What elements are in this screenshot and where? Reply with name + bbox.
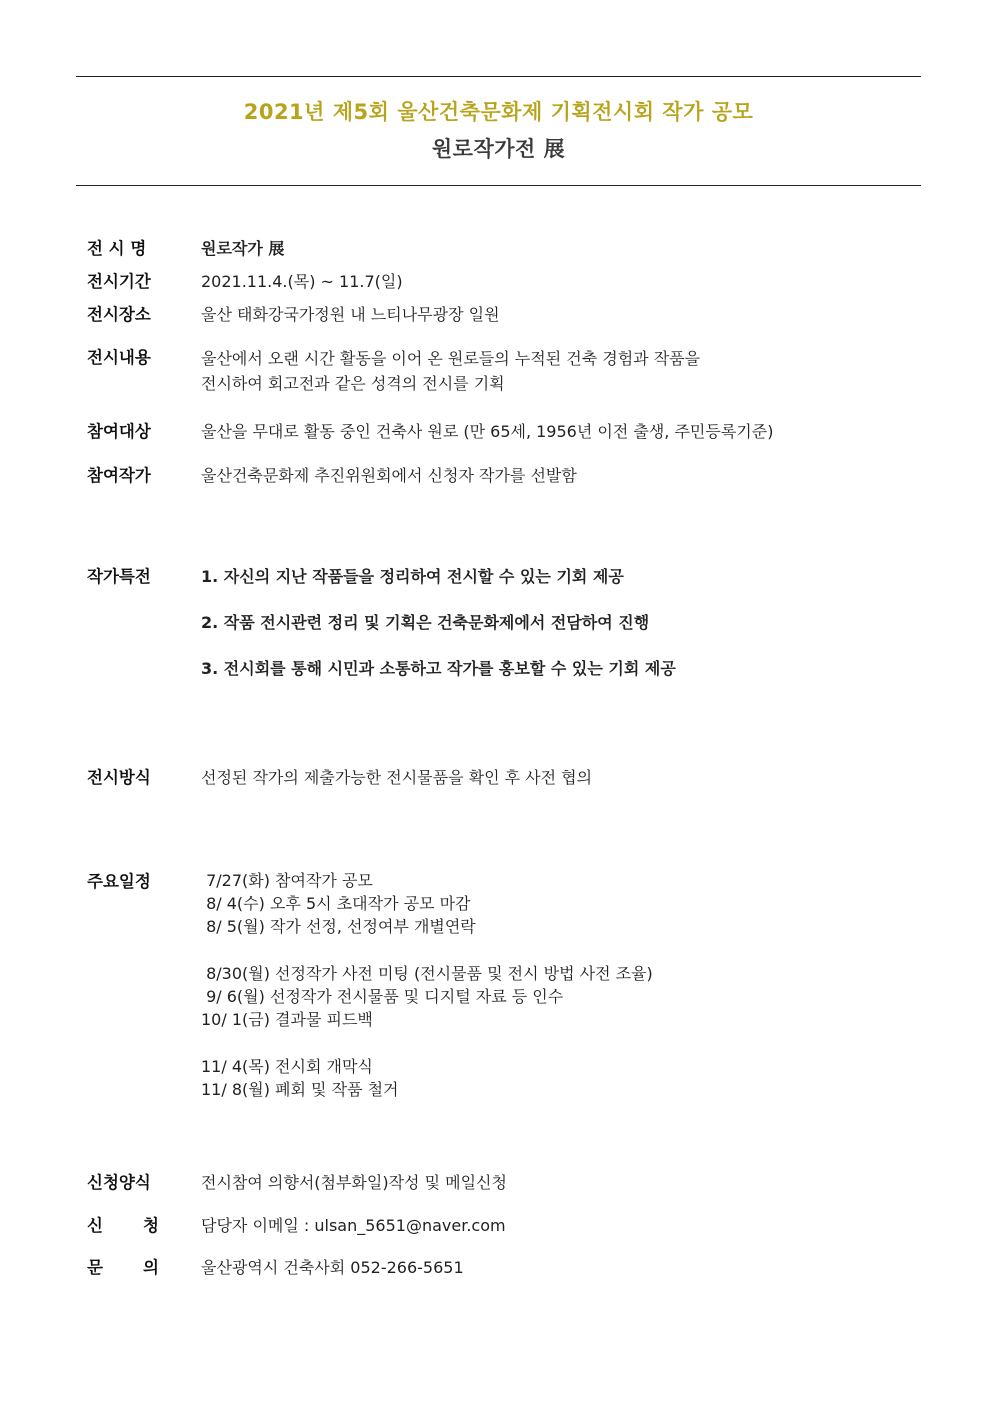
inquiry-label <box>87 1256 159 1280</box>
apply-email-value: 담당자 이메일 : ulsan_5651@naver.com <box>201 1216 506 1235</box>
participant-artists-value: 울산건축문화제 추진위원회에서 신청자 작가를 선발함 <box>201 466 577 485</box>
header-bottom-rule <box>76 185 921 186</box>
schedule-item: 8/ 5(월) 작가 선정, 선정여부 개별연락 <box>201 917 476 936</box>
exhibition-method-label: 전시방식 <box>87 768 151 787</box>
page-subtitle: 원로작가전 展 <box>431 137 566 161</box>
exhibition-period-label: 전시기간 <box>87 272 151 291</box>
exhibition-name-value: 원로작가 展 <box>201 239 285 258</box>
participant-artists-label: 참여작가 <box>87 466 151 485</box>
inquiry-label-char: 의 <box>143 1258 159 1277</box>
top-rule <box>76 76 921 77</box>
exhibition-venue-value: 울산 태화강국가정원 내 느티나무광장 일원 <box>201 305 500 324</box>
exhibition-content-line: 전시하여 회고전과 같은 성격의 전시를 기획 <box>201 374 505 393</box>
schedule-item: 11/ 8(월) 폐회 및 작품 철거 <box>201 1080 399 1099</box>
application-form-label: 신청양식 <box>87 1173 151 1192</box>
exhibition-venue-label: 전시장소 <box>87 305 151 324</box>
exhibition-method-value: 선정된 작가의 제출가능한 전시물품을 확인 후 사전 협의 <box>201 768 593 787</box>
inquiry-contact-value: 울산광역시 건축사회 052-266-5651 <box>201 1258 464 1277</box>
participant-target-label: 참여대상 <box>87 422 151 441</box>
benefit-item: 3. 전시회를 통해 시민과 소통하고 작가를 홍보할 수 있는 기회 제공 <box>201 659 676 678</box>
schedule-item: 8/30(월) 선정작가 사전 미팅 (전시물품 및 전시 방법 사전 조율) <box>201 964 653 983</box>
benefits-label: 작가특전 <box>87 567 151 586</box>
exhibition-period-value: 2021.11.4.(목) ~ 11.7(일) <box>201 272 403 291</box>
participant-target-value: 울산을 무대로 활동 중인 건축사 원로 (만 65세, 1956년 이전 출생, 주민등록기준) <box>201 422 774 441</box>
apply-label <box>87 1214 159 1238</box>
exhibition-content-line: 울산에서 오랜 시간 활동을 이어 온 원로들의 누적된 건축 경험과 작품을 <box>201 349 701 368</box>
schedule-item: 9/ 6(월) 선정작가 전시물품 및 디지털 자료 등 인수 <box>201 987 564 1006</box>
apply-label-char: 신 <box>87 1216 103 1235</box>
application-form-value: 전시참여 의향서(첨부화일)작성 및 메일신청 <box>201 1173 507 1192</box>
schedule-label: 주요일정 <box>87 872 151 891</box>
schedule-item: 7/27(화) 참여작가 공모 <box>201 871 373 890</box>
schedule-item: 8/ 4(수) 오후 5시 초대작가 공모 마감 <box>201 894 471 913</box>
page-title: 2021년 제5회 울산건축문화제 기획전시회 작가 공모 <box>243 100 754 124</box>
benefit-item: 2. 작품 전시관련 정리 및 기획은 건축문화제에서 전담하여 진행 <box>201 613 650 632</box>
schedule-item: 10/ 1(금) 결과물 피드백 <box>201 1010 373 1029</box>
schedule-item: 11/ 4(목) 전시회 개막식 <box>201 1057 373 1076</box>
inquiry-label-char: 문 <box>87 1258 103 1277</box>
apply-label-char: 청 <box>143 1216 159 1235</box>
exhibition-content-label: 전시내용 <box>87 348 151 367</box>
benefit-item: 1. 자신의 지난 작품들을 정리하여 전시할 수 있는 기회 제공 <box>201 567 624 586</box>
exhibition-name-label: 전 시 명 <box>87 239 147 258</box>
